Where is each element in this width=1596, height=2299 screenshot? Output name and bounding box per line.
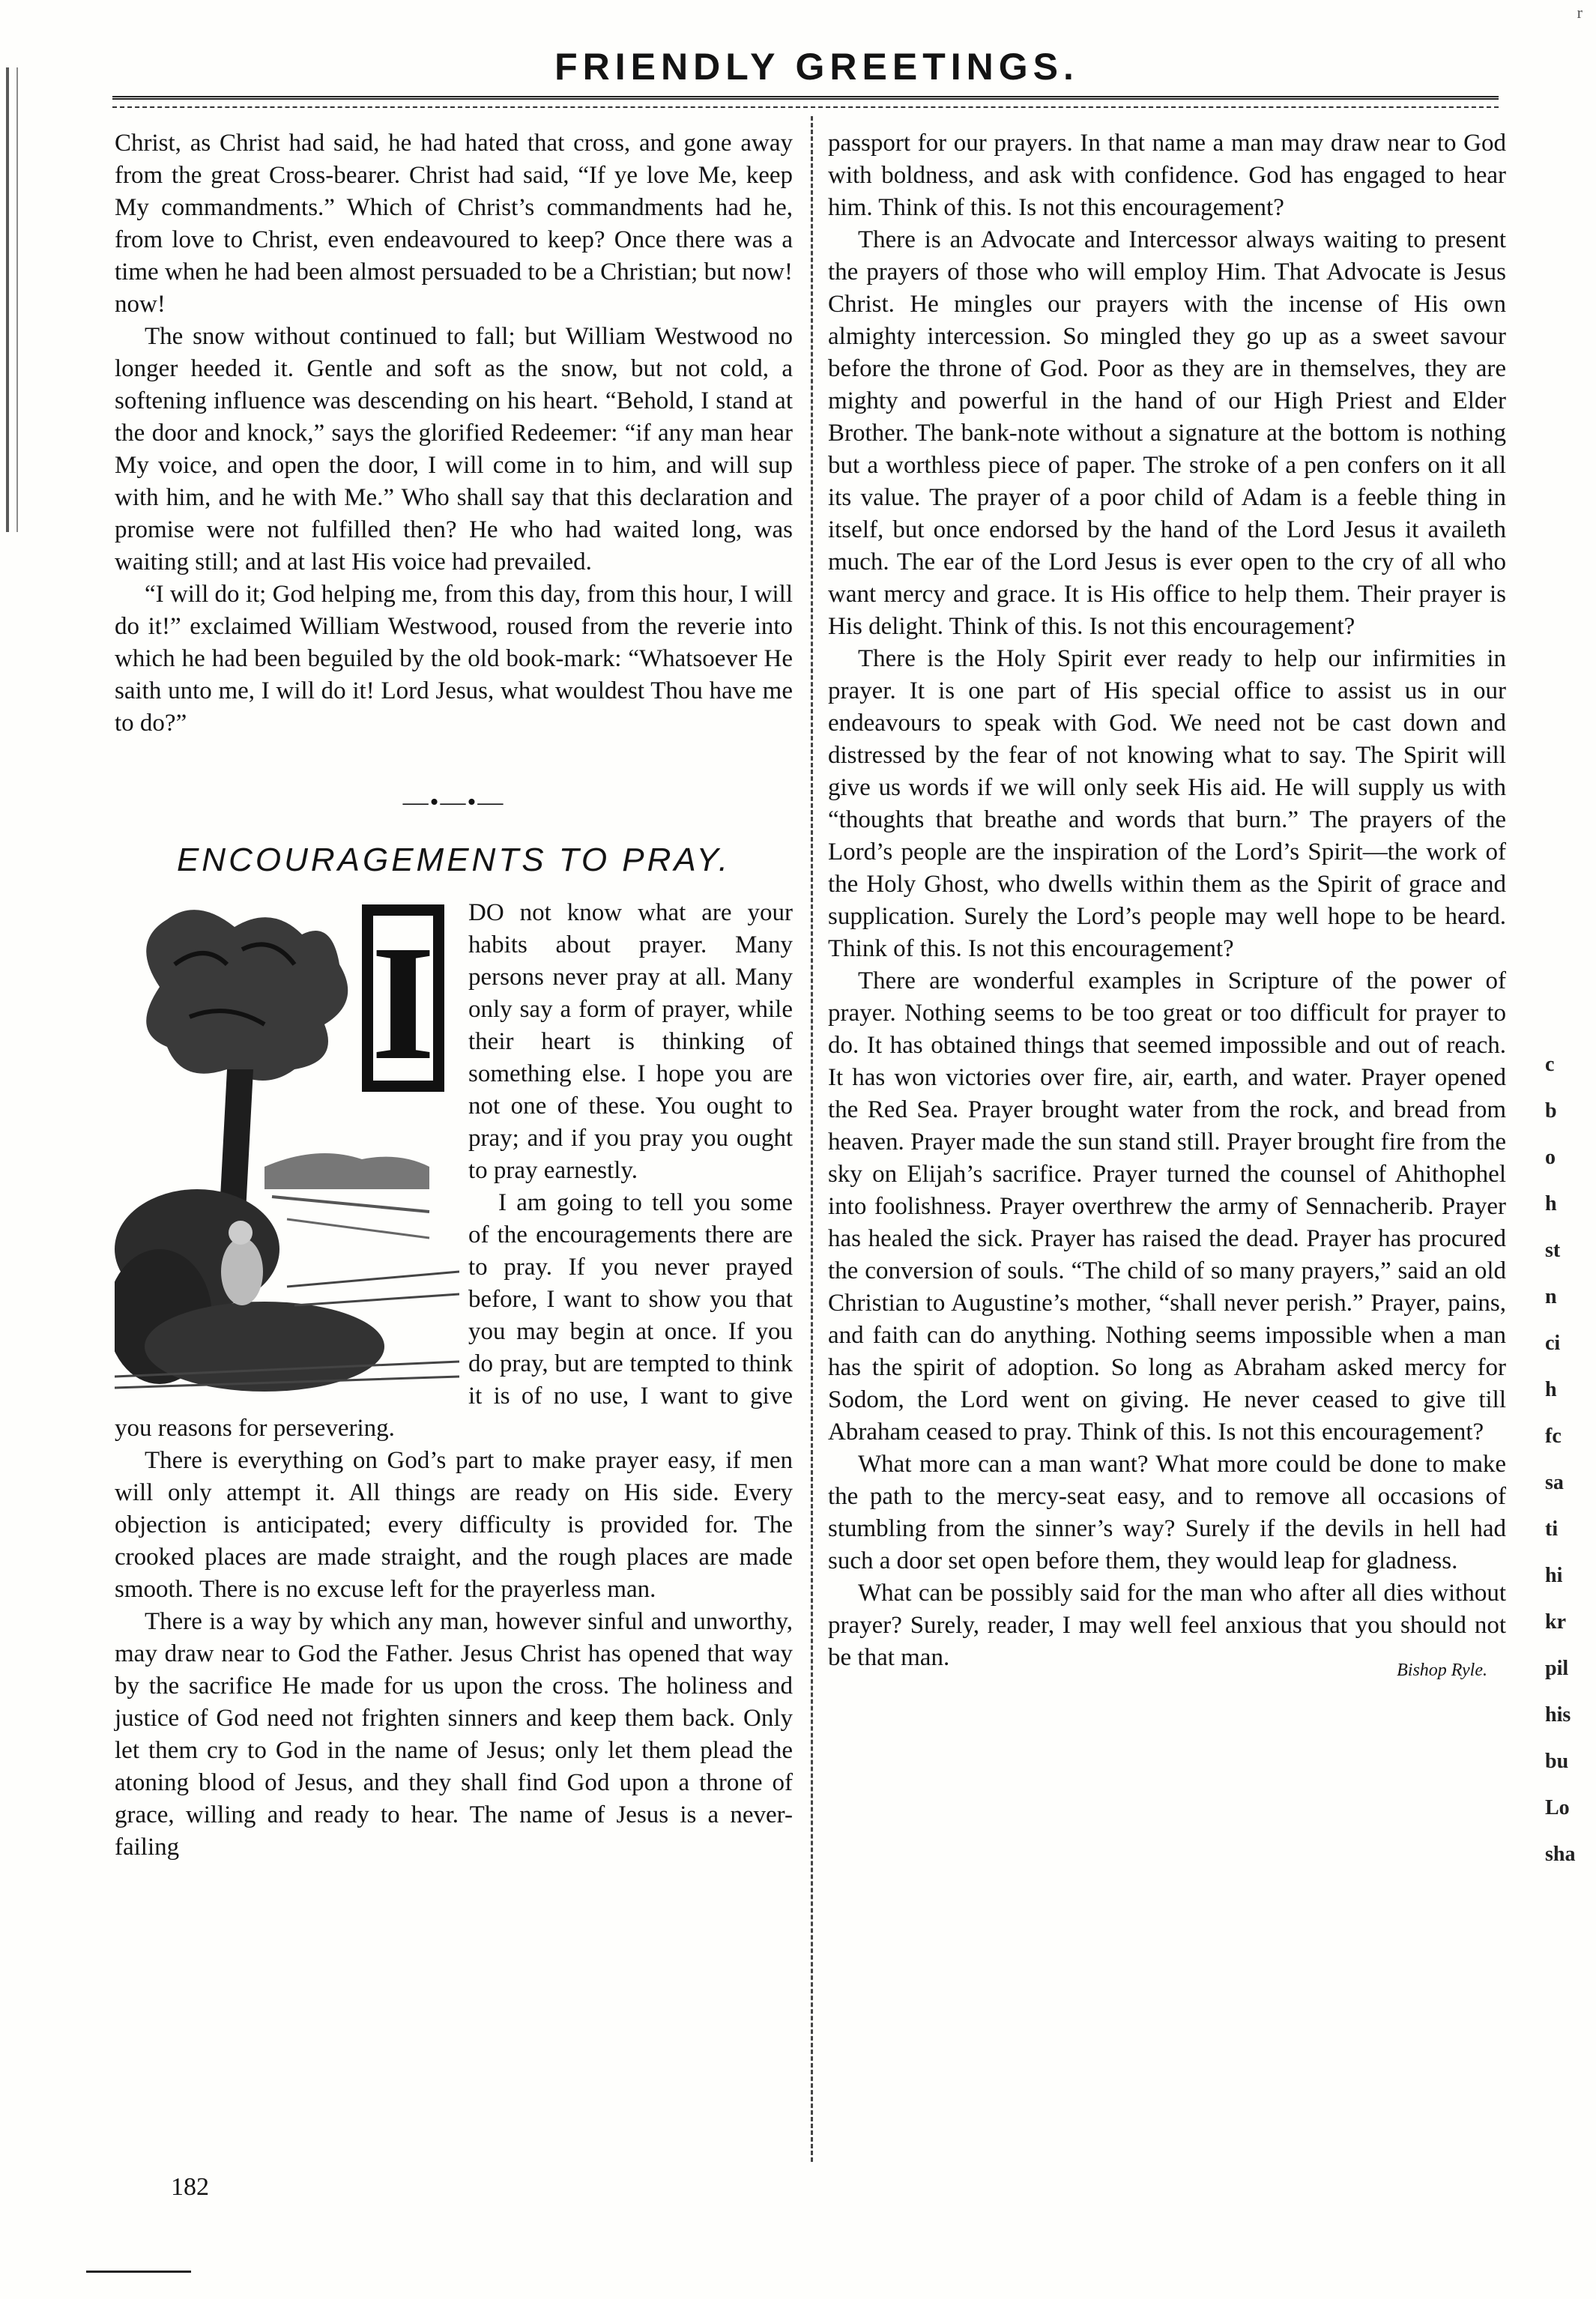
section-ornament: —•—•— (402, 788, 505, 816)
story-paragraph: Christ, as Christ had said, he had hated that cross, and gone away from the great Cross-bearer. Christ had said, “If ye love Me, keep My commandments.” Which of Christ’s commandments had he, from love to Christ, even endeavoured to keep? Once there was a time when he had been almost persuaded to be a Christian; but now! now! (115, 130, 793, 318)
margin-fragment: fc (1545, 1425, 1562, 1448)
margin-bleed-through (1545, 1042, 1590, 1878)
article-paragraph: I am going to tell you some of the encouragements there are to pray. If you never prayed before, I want to show you that you may begin at once. If you do pray, but are tempted to think it is of no use, I want to give you reasons for persevering. (115, 1189, 793, 1442)
header-rule-dashed (112, 106, 1499, 108)
margin-fragment: n (1545, 1285, 1557, 1308)
footer-rule (86, 2271, 191, 2273)
left-column (115, 127, 793, 1864)
story-paragraph: “I will do it; God helping me, from this day, from this hour, I will do it!” exclaimed William Westwood, roused from the reverie into which he had been beguiled by the old book-mark: “Whatsoever He saith unto me, I will do it! Lord Jesus, what wouldest Thou have me to do?” (115, 581, 793, 737)
right-column (828, 127, 1506, 1687)
margin-fragment: hi (1545, 1564, 1563, 1587)
margin-fragment: h (1545, 1192, 1557, 1215)
margin-fragment: o (1545, 1146, 1556, 1169)
margin-fragment: st (1545, 1239, 1561, 1262)
article-paragraph: What can be possibly said for the man who after all dies without prayer? Surely, reader, I may well feel anxious that you should not be that man. (828, 1580, 1506, 1671)
margin-fragment: his (1545, 1703, 1571, 1726)
engraving-illustration (115, 897, 459, 1392)
margin-fragment: c (1545, 1053, 1555, 1076)
corner-mark: r (1577, 3, 1583, 22)
article-paragraph: There is an Advocate and Intercessor always waiting to present the prayers of those who will employ Him. That Advocate is Jesus Christ. He mingles our prayers with the incense of His own almighty intercession. So mingled they go up as a sweet savour before the throne of God. Poor as they are in themselves, they are mighty and powerful in the hand of our High Priest and Elder Brother. The bank-note without a signature at the bottom is nothing but a worthless piece of paper. The stroke of a pen confers on it all its value. The prayer of a poor child of Adam is a feeble thing in itself, but once endorsed by the hand of the Lord Jesus it availeth much. The ear of the Lord Jesus is ever open to the cry of all who want mercy and grace. It is His office to help them. Their prayer is His delight. Think of this. Is not this encouragement? (828, 226, 1506, 640)
margin-fragment: sha (1545, 1843, 1576, 1866)
article-paragraph: There is a way by which any man, however sinful and unworthy, may draw near to God the Father. Jesus Christ has opened that way by the sacrifice He made for us upon the cross. The holiness and justice of God need not frighten sinners and keep them back. Only let them cry to God in the name of Jesus; only let them plead the atoning blood of Jesus, and they shall find God upon a throne of grace, willing and ready to hear. The name of Jesus is a never-failing (115, 1608, 793, 1861)
header-rule (112, 96, 1499, 100)
margin-fragment: bu (1545, 1750, 1569, 1773)
article-opening-text: DO not know what are your habits about prayer. Many persons never pray at all. Many only say a form of prayer, while their heart is thinking of something else. I hope you are not one of these. You ought to pray; and if you pray you ought to pray earnestly. (468, 899, 793, 1184)
column-divider (811, 116, 813, 2162)
article-paragraph: There is the Holy Spirit ever ready to help our infirmities in prayer. It is one part of His special office to assist us in our endeavours to speak with God. We need not be cast down and distressed by the fear of not knowing what to say. The Spirit will give us words if we will only seek His aid. He will supply us with “thoughts that breathe and words that burn.” The prayers of the Lord’s people are the inspiration of the Lord’s Spirit—the work of the Holy Ghost, who dwells within them as the Spirit of grace and supplication. Surely the Lord’s people may well hope to be heard. Think of this. Is not this encouragement? (828, 645, 1506, 962)
article-paragraph: passport for our prayers. In that name a man may draw near to God with boldness, and ask with confidence. God has engaged to hear him. Think of this. Is not this encouragement? (828, 130, 1506, 221)
margin-fragment: b (1545, 1099, 1557, 1123)
margin-fragment: kr (1545, 1610, 1566, 1634)
article-paragraph: What more can a man want? What more could be done to make the path to the mercy-seat easy, and to remove all occasions of stumbling from the sinner’s way? Surely if the devils in hell had such a door set open before them, they would leap for gladness. (828, 1451, 1506, 1574)
article-paragraph: There is everything on God’s part to make prayer easy, if men will only attempt it. All things are ready on His side. Every objection is anticipated; every difficulty is provided for. The crooked places are made straight, and the rough places are made smooth. There is no excuse left for the prayerless man. (115, 1447, 793, 1603)
margin-fragment: Lo (1545, 1796, 1570, 1819)
margin-fragment: ci (1545, 1332, 1561, 1355)
margin-fragment: pil (1545, 1657, 1569, 1680)
article-paragraph: There are wonderful examples in Scripture of the power of prayer. Nothing seems to be too great or too difficult for prayer to do. It has obtained things that seemed impossible and out of reach. It has won victories over fire, air, earth, and water. Prayer opened the Red Sea. Prayer brought water from the rock, and bread from heaven. Prayer made the sun stand still. Prayer brought fire from the sky on Elijah’s sacrifice. Prayer turned the counsel of Ahithophel into foolishness. Prayer overthrew the army of Sennacherib. Prayer has healed the sick. Prayer has raised the dead. Prayer has procured the conversion of souls. “The child of so many prayers,” said an old Christian to Augustine’s mother, “shall never perish.” Prayer, pains, and faith can do anything. Nothing seems impossible when a man has the spirit of adoption. So long as Abraham asked mercy for Sodom, the Lord went on giving. He never ceased to give till Abraham ceased to pray. Think of this. Is not this encouragement? (828, 967, 1506, 1445)
story-paragraph: The snow without continued to fall; but William Westwood no longer heeded it. Gentle and soft as the snow, but not cold, a softening influence was descending on his heart. “Behold, I stand at the door and knock,” says the glorified Redeemer: “if any man hear My voice, and open the door, I will come in to him, and will sup with him, and he with Me.” Who shall say that this declaration and promise were not fulfilled then? He who had waited long, was waiting still; and at last His voice had prevailed. (115, 323, 793, 575)
drop-cap-letter: I (371, 911, 435, 1094)
running-title: FRIENDLY GREETINGS. (554, 46, 1079, 88)
author-signature: Bishop Ryle. (1397, 1661, 1487, 1680)
margin-fragment: ti (1545, 1517, 1559, 1541)
binding-edge (6, 67, 18, 532)
margin-fragment: h (1545, 1378, 1557, 1401)
margin-fragment: sa (1545, 1471, 1564, 1494)
article-title: ENCOURAGEMENTS TO PRAY. (176, 842, 731, 878)
page-number: 182 (171, 2173, 209, 2201)
